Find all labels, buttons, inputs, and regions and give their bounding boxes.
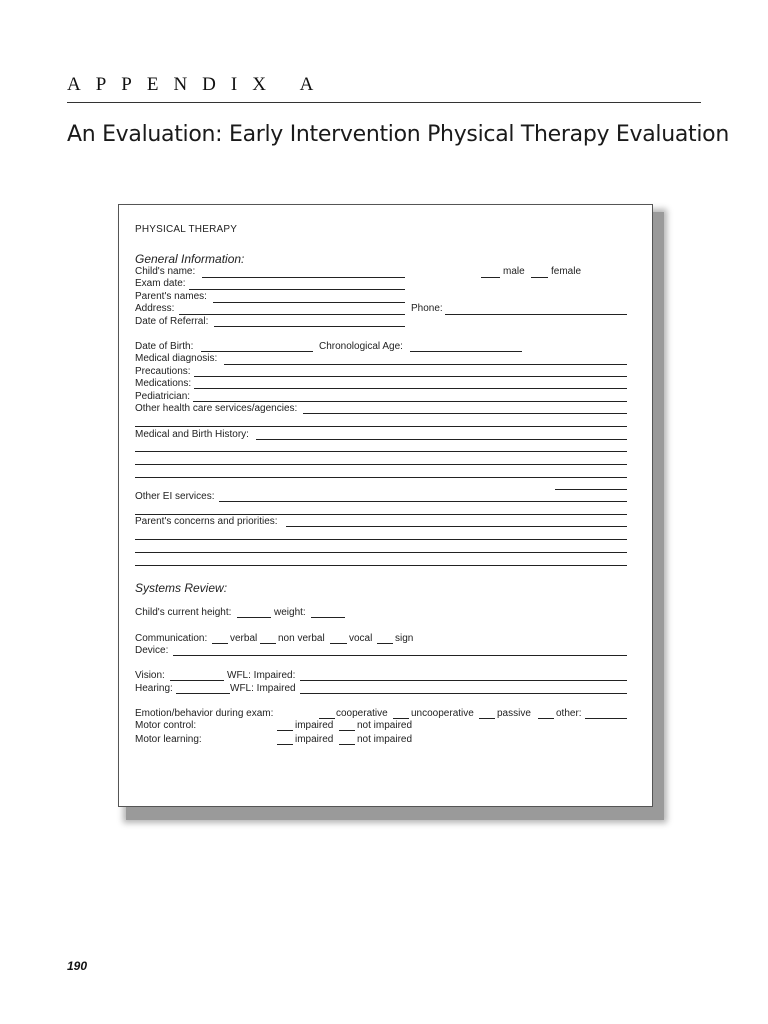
other-label: other: [556,708,582,719]
evaluation-form [118,204,653,807]
device-line[interactable] [173,655,627,656]
exam-date-line[interactable] [189,289,405,290]
history-line-5[interactable] [555,489,627,490]
device-label: Device: [135,645,169,656]
passive-label: passive [497,708,531,719]
sign-checkline[interactable] [377,643,393,644]
phone-line[interactable] [445,314,627,315]
weight-label: weight: [274,607,306,618]
other-line[interactable] [585,718,627,719]
other-health-label: Other health care services/agencies: [135,403,298,414]
parents-concerns-line[interactable] [286,526,627,527]
motor-control-impaired-checkline[interactable] [277,730,293,731]
pediatrician-line[interactable] [193,401,627,402]
medical-birth-history-label: Medical and Birth History: [135,429,249,440]
parents-names-line[interactable] [213,302,405,303]
childs-name-line[interactable] [202,277,405,278]
childs-name-label: Child's name: [135,266,196,277]
history-line-2[interactable] [135,451,627,452]
motor-learning-impaired-label: impaired [295,734,334,745]
header-rule [67,102,701,103]
sign-label: sign [395,633,414,644]
vision-wfl-label: WFL: Impaired: [227,670,296,681]
medical-birth-history-line[interactable] [256,439,627,440]
form-heading: PHYSICAL THERAPY [135,224,238,235]
medications-line[interactable] [194,388,627,389]
female-checkline[interactable] [531,277,548,278]
phone-label: Phone: [411,303,443,314]
vision-line[interactable] [170,680,224,681]
concerns-line-2[interactable] [135,539,627,540]
vocal-checkline[interactable] [330,643,347,644]
other-ei-services-line-2[interactable] [135,514,627,515]
medical-diagnosis-label: Medical diagnosis: [135,353,218,364]
hearing-label: Hearing: [135,683,173,694]
parents-concerns-label: Parent's concerns and priorities: [135,516,278,527]
date-of-birth-line[interactable] [201,351,313,352]
precautions-line[interactable] [194,376,627,377]
date-of-referral-line[interactable] [214,326,405,327]
medications-label: Medications: [135,378,192,389]
motor-control-label: Motor control: [135,720,197,731]
parents-names-label: Parent's names: [135,291,207,302]
systems-review-title: Systems Review: [135,581,228,595]
other-ei-services-label: Other EI services: [135,491,215,502]
chronological-age-label: Chronological Age: [319,341,403,352]
uncooperative-checkline[interactable] [393,718,409,719]
general-information-title: General Information: [135,252,245,266]
hearing-impaired-line[interactable] [300,693,627,694]
verbal-checkline[interactable] [212,643,228,644]
address-label: Address: [135,303,175,314]
emotion-behavior-label: Emotion/behavior during exam: [135,708,274,719]
motor-control-not-impaired-label: not impaired [357,720,413,731]
motor-learning-impaired-checkline[interactable] [277,744,293,745]
medical-diagnosis-line[interactable] [224,364,627,365]
communication-label: Communication: [135,633,208,644]
weight-line[interactable] [311,617,345,618]
motor-learning-not-impaired-label: not impaired [357,734,413,745]
vision-impaired-line[interactable] [300,680,627,681]
vocal-label: vocal [349,633,373,644]
non-verbal-checkline[interactable] [260,643,276,644]
date-of-birth-label: Date of Birth: [135,341,194,352]
non-verbal-label: non verbal [278,633,325,644]
verbal-label: verbal [230,633,258,644]
history-line-4[interactable] [135,477,627,478]
exam-date-label: Exam date: [135,278,186,289]
motor-control-impaired-label: impaired [295,720,334,731]
other-ei-services-line[interactable] [219,501,627,502]
female-label: female [551,266,582,277]
pediatrician-label: Pediatrician: [135,391,191,402]
address-line[interactable] [179,314,405,315]
hearing-line[interactable] [176,693,230,694]
other-health-line-2[interactable] [135,426,627,427]
vision-label: Vision: [135,670,165,681]
uncooperative-label: uncooperative [411,708,474,719]
hearing-wfl-label: WFL: Impaired [230,683,296,694]
cooperative-label: cooperative [336,708,388,719]
passive-checkline[interactable] [479,718,495,719]
height-line[interactable] [237,617,271,618]
cooperative-checkline[interactable] [319,718,335,719]
other-checkline[interactable] [538,718,554,719]
page-title: An Evaluation: Early Intervention Physical Therapy Evaluation [67,122,729,147]
concerns-line-3[interactable] [135,552,627,553]
page-number: 190 [67,959,88,973]
concerns-line-4[interactable] [135,565,627,566]
history-line-3[interactable] [135,464,627,465]
precautions-label: Precautions: [135,366,191,377]
male-label: male [503,266,525,277]
male-checkline[interactable] [481,277,500,278]
motor-learning-not-impaired-checkline[interactable] [339,744,355,745]
motor-control-not-impaired-checkline[interactable] [339,730,355,731]
chronological-age-line[interactable] [410,351,522,352]
height-label: Child's current height: [135,607,232,618]
motor-learning-label: Motor learning: [135,734,202,745]
appendix-heading: APPENDIX A [67,74,329,95]
date-of-referral-label: Date of Referral: [135,316,209,327]
other-health-line[interactable] [303,413,627,414]
